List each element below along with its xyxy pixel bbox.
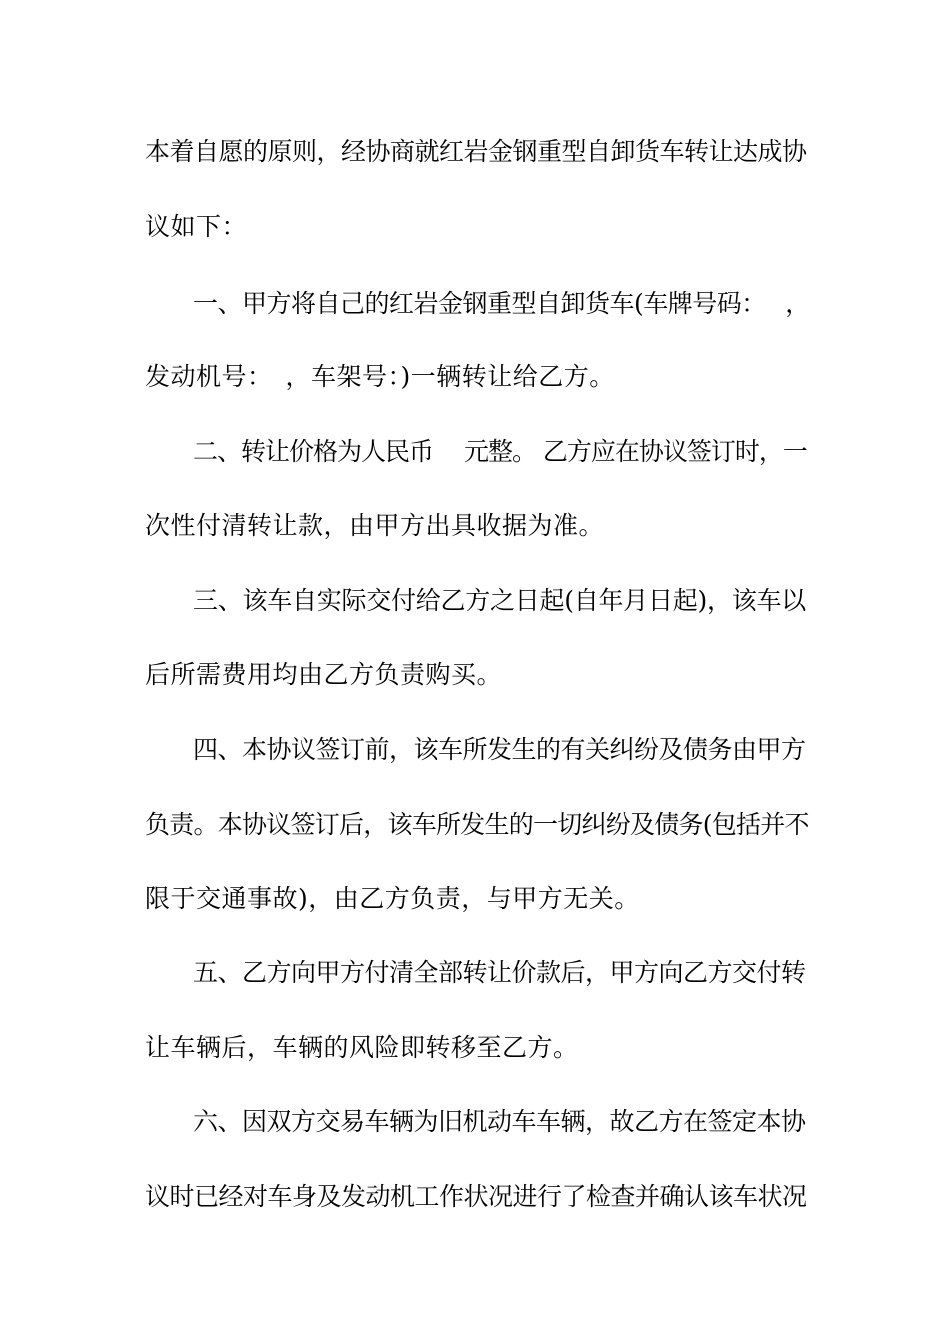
line-text: 限于交通事故)，由乙方负责，与甲方无关。 [145,884,640,913]
line-text: 让车辆后，车辆的风险即转移至乙方。 [145,1033,579,1062]
text-line [0,134,950,170]
line-text: 四、本协议签订前，该车所发生的有关纠纷及债务由甲方 [193,735,806,764]
text-line [0,657,950,693]
text-line [0,583,950,619]
line-text: 后所需费用均由乙方负责购买。 [145,660,503,689]
text-line [0,286,950,322]
text-line [0,508,950,544]
text-line [0,1030,950,1066]
text-line [0,807,950,843]
line-text: 发动机号： ，车架号：)一辆转让给乙方。 [145,362,615,391]
line-text: 一、甲方将自己的红岩金钢重型自卸货车(车牌号码： ， [193,289,810,318]
text-line [0,434,950,470]
text-line [0,881,950,917]
line-text: 次性付清转让款，由甲方出具收据为准。 [145,511,605,540]
line-text: 本着自愿的原则，经协商就红岩金钢重型自卸货车转让达成协 [145,137,807,166]
text-line [0,359,950,395]
text-line [0,955,950,991]
line-text: 负责。本协议签订后，该车所发生的一切纠纷及债务(包括并不 [145,810,809,839]
text-line [0,732,950,768]
text-line [0,1179,950,1215]
line-text: 议时已经对车身及发动机工作状况进行了检查并确认该车状况 [145,1182,807,1211]
text-line [0,1104,950,1140]
line-text: 议如下： [145,212,248,241]
line-text: 六、因双方交易车辆为旧机动车车辆，故乙方在签定本协 [193,1107,806,1136]
line-text: 二、转让价格为人民币 元整。 乙方应在协议签订时，一 [193,437,807,466]
line-text: 五、乙方向甲方付清全部转让价款后，甲方向乙方交付转 [193,958,806,987]
text-line [0,209,950,245]
line-text: 三、该车自实际交付给乙方之日起(自年月日起)，该车以 [193,586,807,615]
